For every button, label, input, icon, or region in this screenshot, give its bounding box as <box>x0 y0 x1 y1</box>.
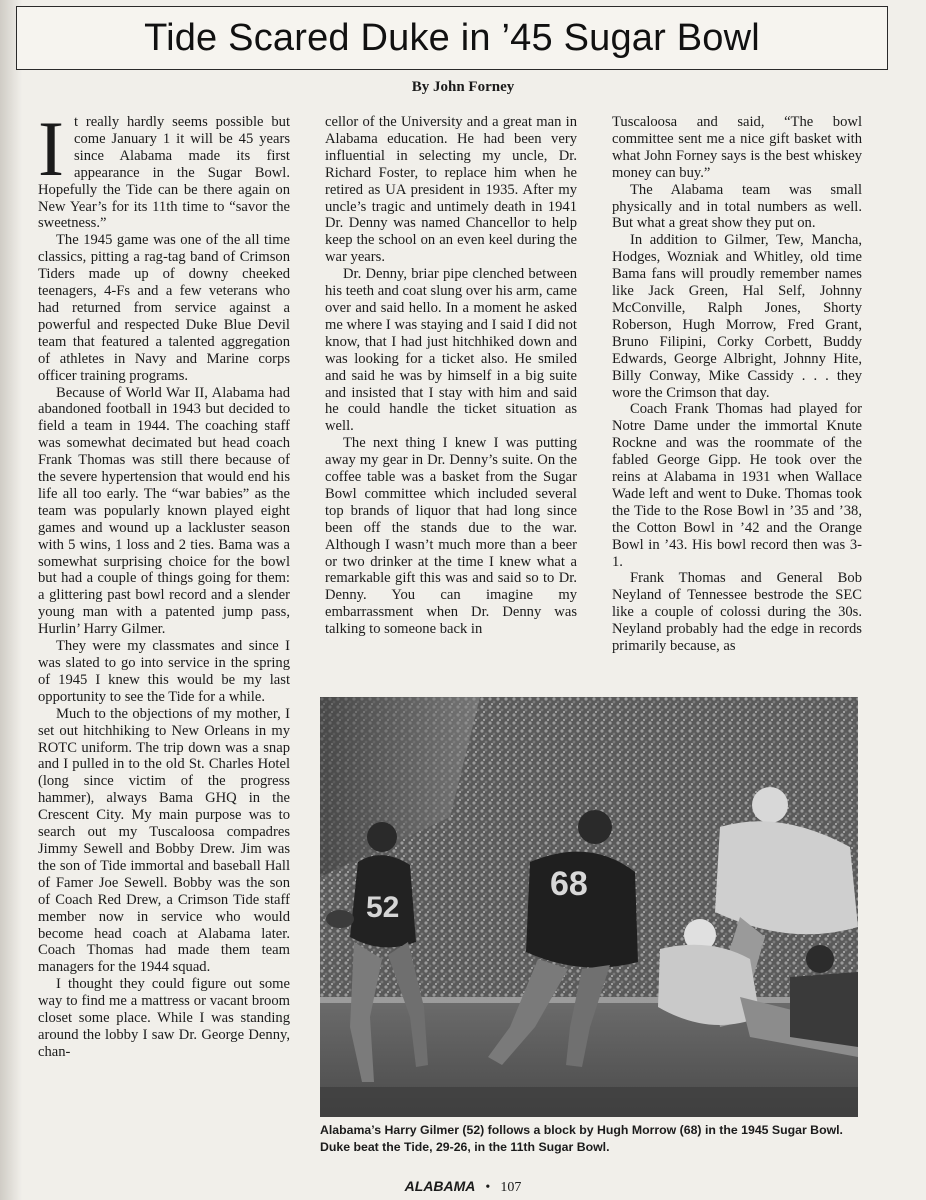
paragraph-text: t really hardly seems possible but come January 1 it will be 45 years since Alabama made its first appearance in the Sugar Bowl. Hopefully the Tide can be there again on New Year’s for its 11th time to “savor the sweetness.” <box>38 114 290 232</box>
column-1 <box>38 105 290 1061</box>
paragraph: They were my classmates and since I was slated to go into service in the spring of 1945 I knew this would be my last opportunity to see the Tide for a while. <box>38 638 290 705</box>
paragraph: Tuscaloosa and said, “The bowl committee sent me a nice gift basket with what John Forney says is the best whiskey money can buy.” <box>612 114 862 181</box>
article-title: Tide Scared Duke in ’45 Sugar Bowl <box>144 16 760 59</box>
magazine-name: ALABAMA <box>404 1178 476 1194</box>
byline: By John Forney <box>411 79 515 95</box>
title-box <box>16 6 888 70</box>
paragraph: Coach Frank Thomas had played for Notre Dame under the immortal Knute Rockne and was the roommate of the fabled George Gipp. He took over the reins at Alabama in 1931 when Wallace Wade left and went to Duke. Thomas took the Tide to the Rose Bowl in ’35 and ’38, the Cotton Bowl in ’42 and the Orange Bowl in ’43. His bowl record then was 3-1. <box>612 401 862 570</box>
paragraph: Dr. Denny, briar pipe clenched between his teeth and coat slung over his arm, came over and said hello. In a moment he asked me where I was staying and I said I did not know, that I had just hitchhiked down and was looking for a ticket also. He smiled and said he was by himself in a big suite and insisted that I stay with him and said he could handle the ticket situation as well. <box>325 266 577 435</box>
paragraph <box>38 105 290 232</box>
column-3 <box>612 114 862 655</box>
photo-caption: Alabama’s Harry Gilmer (52) follows a block by Hugh Morrow (68) in the 1945 Sugar Bowl. Duke beat the Tide, 29-26, in the 11th Sugar Bowl. <box>320 1123 843 1154</box>
paragraph: The 1945 game was one of the all time classics, pitting a rag-tag band of Crimson Tiders made up of downy cheeked teenagers, 4-Fs and a few veterans who had returned from service against a powerful and respected Duke Blue Devil team that featured a talented aggregation of athletes in Navy and Marine corps officer training programs. <box>38 232 290 384</box>
paragraph: In addition to Gilmer, Tew, Mancha, Hodges, Wozniak and Whitley, old time Bama fans will proudly remember names like Jack Green, Hal Self, Johnny McConville, Ralph Jones, Shorty Roberson, Hugh Morrow, Fred Grant, Bruno Filipini, Corky Corbett, Buddy Edwards, George Albright, Johnny Hite, Billy Conway, Mike Cassidy . . . they wore the Crimson that day. <box>612 232 862 401</box>
drop-cap: I <box>38 105 64 192</box>
jersey-number-68: 68 <box>550 865 588 903</box>
paragraph: The next thing I knew I was putting away my gear in Dr. Denny’s suite. On the coffee table was a basket from the Sugar Bowl committee which included several top brands of liquor that had long since been off the stands due to the war. Although I wasn’t much more than a beer or two drinker at the time I knew what a remarkable gift this was and said so to Dr. Denny. You can imagine my embarrassment when Dr. Denny was talking to someone back in <box>325 435 577 638</box>
paragraph: Much to the objections of my mother, I set out hitchhiking to New Orleans in my ROTC uniform. The trip down was a snap and I pulled in to the old St. Charles Hotel (long since victim of the progress hammer), always Bama GHQ in the Crescent City. My main purpose was to search out my Tuscaloosa compadres Jimmy Sewell and Bobby Drew. Jim was the son of Tide immortal and baseball Hall of Famer Joe Sewell. Bobby was the son of Coach Red Drew, a Crimson Tide staff member now in service who would become head coach at Alabama later. Coach Thomas had made them team managers for the 1944 squad. <box>38 705 290 976</box>
football-game-photo <box>320 697 858 1117</box>
jersey-number-52: 52 <box>366 891 400 924</box>
paragraph: I thought they could figure out some way to find me a mattress or vacant broom closet some place. While I was standing around the lobby I saw Dr. George Denny, chan- <box>38 976 290 1060</box>
page-footer <box>0 1178 926 1196</box>
footer-separator: • <box>485 1180 491 1195</box>
paragraph: cellor of the University and a great man in Alabama education. He had been very influential in selecting my uncle, Dr. Richard Foster, to replace him when he retired as UA president in 1935. After my uncle’s tragic and untimely death in 1941 Dr. Denny was named Chancellor to help keep the school on an even keel during the war years. <box>325 114 577 266</box>
column-2 <box>325 114 577 638</box>
page-number: 107 <box>500 1180 522 1195</box>
paragraph: Frank Thomas and General Bob Neyland of Tennessee bestrode the SEC like a couple of colossi during the 30s. Neyland probably had the edge in records primarily because, as <box>612 570 862 655</box>
paragraph: The Alabama team was small physically and in total numbers as well. But what a great show they put on. <box>612 181 862 232</box>
page-binding-shadow <box>0 0 22 1200</box>
paragraph: Because of World War II, Alabama had abandoned football in 1943 but decided to field a team in 1944. The coaching staff was somewhat decimated but head coach Frank Thomas was still there because of the severe hypertension that would end his life all too early. The “war babies” as the team was popularly known played eight games and wound up a lackluster season with 5 wins, 1 loss and 2 ties. Bama was a somewhat surprising choice for the bowl but had a couple of things going for them: a glittering past bowl record and a slender young man with a patented jump pass, Hurlin’ Harry Gilmer. <box>38 384 290 638</box>
